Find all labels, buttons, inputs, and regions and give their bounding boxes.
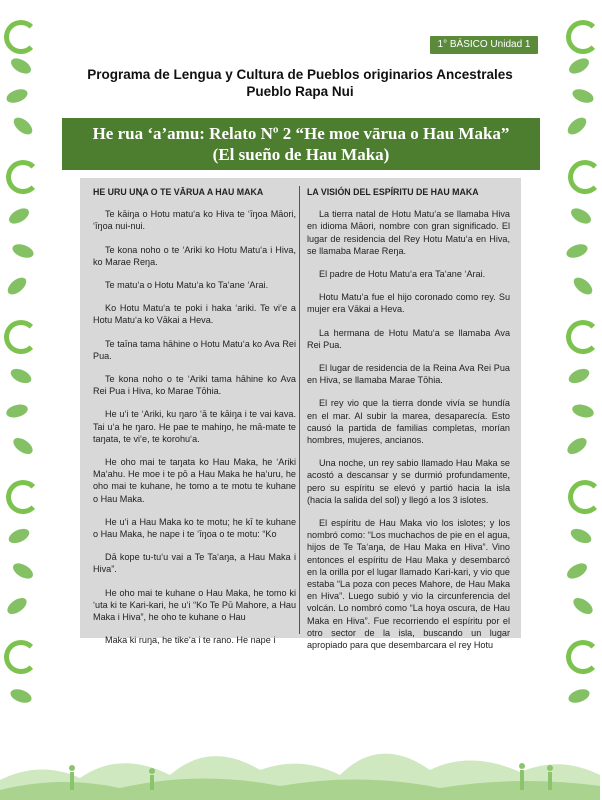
- spiral-icon: [4, 20, 38, 54]
- spanish-paragraph: El padre de Hotu Matu‘a era Ta‘ane ‘Arai.: [319, 269, 486, 280]
- spanish-paragraph: El espíritu de Hau Maka vio los islotes; y los nombró como: “Los muchachos de pie en el agua, hijos de Te Ta‘aŋa, de Hau Maka en Hiva”. Vino entonces el espíritu de Hau Maka y desembarcó en la orilla por el lugar llamado Kari-kari, y vio que estaba “La poza con peces Mahore, de Hau Maka en Hiva”. Luego subió y vio la circunferencia del volcán. Lo nombró como “La hoya oscura, de Hau Maka en Hiva”. Fue recorriendo el espíritu por el otro sector de la isla, buscando un lugar apropiado para que desembarcara el rey Hotu: [307, 518, 510, 651]
- spiral-icon: [6, 160, 40, 194]
- rapa-nui-paragraph: Te kona noho o te ‘Ariki ko Hotu Matu‘a i Hiva, ko Marae Reŋa.: [93, 244, 296, 267]
- grade-unit-badge: 1° BÁSICO Unidad 1: [430, 36, 538, 54]
- rapa-nui-paragraph: He u‘i te ‘Ariki, ku ŋaro ‘ā te kāiŋa i te vai kava. Tai u‘a he ŋaro. He pae te mahiŋo, he mā-mate te taŋata, te vi‘e, te korohu‘a.: [93, 409, 296, 444]
- leaf-icon: [568, 205, 593, 226]
- spiral-icon: [568, 480, 602, 514]
- spanish-paragraph: Hotu Matu‘a fue el hijo coronado como rey. Su mujer era Vākai a Heva.: [307, 292, 510, 315]
- leaf-icon: [567, 687, 592, 706]
- program-title: [0, 66, 600, 100]
- leaf-icon: [566, 366, 591, 386]
- spanish-column: [307, 186, 510, 662]
- spiral-icon: [566, 20, 600, 54]
- figure-head-shape: [149, 768, 155, 774]
- program-title-line1: Programa de Lengua y Cultura de Pueblos originarios Ancestrales: [87, 67, 513, 82]
- spanish-paragraph: La hermana de Hotu Matu‘a se llamaba Ava Rei Pua.: [307, 327, 510, 350]
- rapa-nui-paragraph: He u‘i a Hau Maka ko te motu; he kī te kuhane o Hau Maka, he nape i te ‘īŋoa o te motu: “Ko: [93, 516, 296, 540]
- figure-shape: [150, 775, 154, 790]
- leaf-icon: [5, 595, 30, 617]
- figure-shape: [548, 772, 552, 790]
- rapa-nui-paragraph: Te kona noho o te ‘Ariki tama hāhine ko Ava Rei Pua i Hiva, ko Marae Tōhia.: [93, 374, 296, 397]
- leaf-icon: [6, 205, 31, 226]
- leaf-icon: [9, 687, 34, 706]
- rapa-nui-heading: HE URU UꞐA O TE VĀRUA A HAU MAKA: [93, 187, 264, 197]
- spiral-icon: [6, 480, 40, 514]
- spiral-icon: [566, 320, 600, 354]
- spanish-paragraph: El rey vio que la tierra donde vivía se hundía en el mar. Al subir la marea, desaparecía. Esto causó la partida de familias completas, morían hombres, mujeres, ancianos.: [307, 398, 510, 446]
- spanish-paragraph: La tierra natal de Hotu Matu‘a se llamaba Hiva en idioma Māori, nombre con gran significado. El lugar de residencia del Rey Hotu Matu‘a en Hiva, se llamaba Marae Reŋa.: [307, 209, 510, 256]
- left-leaf-border: [0, 20, 40, 730]
- story-subtitle: (El sueño de Hau Maka): [212, 145, 390, 164]
- spiral-icon: [566, 640, 600, 674]
- leaf-icon: [565, 114, 590, 137]
- rapa-nui-paragraph: He oho mai te taŋata ko Hau Maka, he ‘Ariki Ma‘ahu. He moe i te pō a Hau Maka he ha‘uru, he oho mai te kuhane, he tomo a te motu te kuhane o Hau Maka.: [93, 457, 296, 504]
- spiral-icon: [568, 160, 602, 194]
- leaf-icon: [8, 366, 33, 386]
- spiral-icon: [4, 320, 38, 354]
- leaf-icon: [11, 242, 36, 261]
- story-title: He rua ‘a’amu: Relato Nº 2 “He moe vārua o Hau Maka”: [92, 124, 510, 143]
- leaf-icon: [10, 560, 35, 581]
- rapa-nui-paragraph: Te kāiŋa o Hotu matu‘a ko Hiva te ‘īŋoa Māori, ‘īŋoa nui-nui.: [93, 209, 296, 232]
- figure-shape: [520, 770, 524, 790]
- landscape-silhouette-decoration: [0, 720, 600, 800]
- program-title-line2: Pueblo Rapa Nui: [246, 84, 354, 99]
- leaf-icon: [571, 595, 596, 617]
- story-text-panel: [80, 178, 521, 651]
- spanish-paragraph: El lugar de residencia de la Reina Ava Rei Pua en Hiva, se llamaba Marae Tōhia.: [307, 363, 510, 386]
- leaf-icon: [565, 242, 590, 261]
- leaf-icon: [11, 435, 36, 457]
- leaf-icon: [5, 402, 29, 419]
- rapa-nui-column: [93, 186, 296, 657]
- rapa-nui-paragraph: Ko Hotu Matu‘a te poki i haka ‘ariki. Te vi‘e a Hotu Matu‘a ko Vākai a Heva.: [93, 303, 296, 326]
- story-title-banner: [62, 118, 540, 170]
- leaf-icon: [568, 526, 593, 546]
- rapa-nui-paragraph: Maka ki ruŋa, he tike‘a i te rano. He nape i: [105, 635, 276, 646]
- spanish-paragraph: Una noche, un rey sabio llamado Hau Maka se acostó a descansar y se durmió profundamente, pero su espíritu se elevó y partió hacia la isla (hacia la salida del sol) y llegó a los 3 islotes.: [307, 458, 510, 505]
- leaf-icon: [564, 560, 589, 581]
- leaf-icon: [565, 435, 590, 457]
- figure-head-shape: [547, 765, 553, 771]
- leaf-icon: [6, 526, 31, 546]
- leaf-icon: [571, 274, 596, 297]
- leaf-icon: [571, 402, 595, 419]
- rapa-nui-paragraph: Te matu‘a o Hotu Matu‘a ko Ta‘ane ‘Arai.: [105, 280, 269, 291]
- leaf-icon: [11, 114, 36, 137]
- right-leaf-border: [560, 20, 600, 730]
- spanish-heading: LA VISIÓN DEL ESPÍRITU DE HAU MAKA: [307, 187, 479, 197]
- rapa-nui-paragraph: Te taīna tama hāhine o Hotu Matu‘a ko Ava Rei Pua.: [93, 338, 296, 361]
- spiral-icon: [4, 640, 38, 674]
- figure-head-shape: [69, 765, 75, 771]
- figure-shape: [70, 772, 74, 790]
- rapa-nui-paragraph: He oho mai te kuhane o Hau Maka, he tomo ki ‘uta ki te Kari-kari, he u‘i “Ko Te Pū Mahore, a Hau Maka i Hiva”, he oho te kuhane o Hau: [93, 587, 296, 623]
- column-divider: [299, 186, 300, 634]
- figure-head-shape: [519, 763, 525, 769]
- rapa-nui-paragraph: Dā kope tu-tu‘u vai a Te Ta‘aŋa, a Hau Maka i Hiva”.: [93, 552, 296, 575]
- leaf-icon: [5, 274, 30, 297]
